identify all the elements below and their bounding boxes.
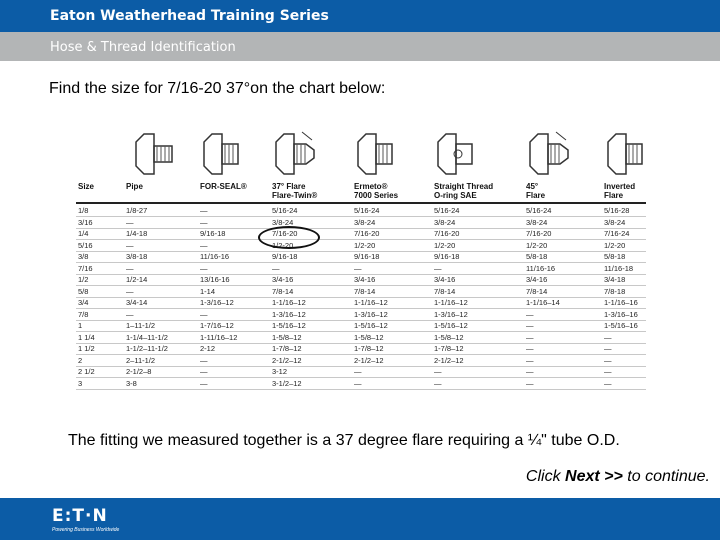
table-cell: —	[604, 355, 612, 365]
table-cell: 5/16-24	[354, 206, 380, 215]
col-header-37-flare: 37° Flare Flare-Twin®	[272, 182, 318, 200]
table-cell: 2-1/2–12	[434, 355, 464, 365]
table-cell: 1/2	[78, 275, 89, 284]
table-cell: —	[434, 367, 442, 376]
table-cell: 7/8-14	[526, 286, 548, 296]
inverted-flare-fitting-icon	[604, 128, 648, 180]
header-rule	[76, 202, 646, 204]
series-title: Eaton Weatherhead Training Series	[50, 8, 329, 24]
table-row	[76, 274, 646, 286]
table-cell: —	[200, 355, 208, 365]
table-cell: 7/8-18	[604, 286, 626, 296]
table-cell: —	[200, 367, 208, 376]
table-cell: —	[354, 378, 362, 388]
table-cell: —	[354, 263, 362, 273]
table-cell: 9/16-18	[354, 252, 380, 261]
table-cell: 3/4-16	[526, 275, 548, 284]
table-cell: 3-1/2–12	[272, 378, 302, 388]
o-ring-fitting-icon	[434, 128, 478, 180]
table-cell: 3/4-16	[272, 275, 294, 284]
for-seal-fitting-icon	[200, 128, 244, 180]
table-cell: 3	[78, 378, 83, 388]
eaton-logo: E:T·N	[52, 506, 108, 526]
table-row	[76, 378, 646, 390]
table-cell: 1-11/16–12	[200, 332, 238, 342]
table-cell: 5/16-24	[526, 206, 552, 215]
table-cell: 1-3/16–16	[604, 309, 638, 319]
explanation-text: The fitting we measured together is a 37 degree flare requiring a ¼" tube O.D.	[68, 432, 620, 449]
table-cell: —	[526, 309, 534, 319]
table-cell: 2–11-1/2	[126, 355, 156, 365]
col-header-45-flare: 45° Flare	[526, 182, 546, 200]
table-row	[76, 240, 646, 252]
table-cell: 3/4-14	[126, 298, 148, 307]
next-link[interactable]: Next >>	[565, 468, 623, 485]
table-cell: 1/2-20	[604, 240, 626, 250]
table-cell: 3-12	[272, 367, 288, 376]
table-cell: 1-1/16–12	[354, 298, 388, 307]
table-cell: 9/16-18	[434, 252, 460, 261]
table-cell: 7/16	[78, 263, 93, 273]
table-cell: 1	[78, 321, 83, 330]
thread-size-chart	[76, 120, 646, 418]
table-cell: 1-5/16–12	[434, 321, 468, 330]
col-header-o-ring: Straight Thread O-ring SAE	[434, 182, 494, 200]
table-cell: —	[604, 344, 612, 353]
table-cell: 1-5/16–12	[354, 321, 388, 330]
table-cell: 7/8-14	[434, 286, 456, 296]
table-cell: 1/8-27	[126, 206, 148, 215]
table-cell: 1-7/8–12	[434, 344, 464, 353]
table-cell: 1/2-14	[126, 275, 148, 284]
flare-45-fitting-icon	[526, 128, 570, 180]
table-cell: —	[126, 240, 134, 250]
table-cell: 2-12	[200, 344, 216, 353]
table-cell: 1-5/8–12	[272, 332, 302, 342]
col-header-size: Size	[78, 182, 95, 191]
col-header-pipe: Pipe	[126, 182, 143, 191]
table-cell: —	[604, 367, 612, 376]
table-cell: 1-14	[200, 286, 216, 296]
table-cell: 7/8	[78, 309, 89, 319]
table-cell: 7/16-20	[526, 229, 552, 238]
table-cell: 3/8-24	[354, 217, 376, 227]
table-cell: 3/8-24	[272, 217, 294, 227]
table-cell: 3/4-16	[354, 275, 376, 284]
ermeto-fitting-icon	[354, 128, 398, 180]
table-cell: —	[200, 217, 208, 227]
table-cell: 2-1/2–12	[272, 355, 302, 365]
col-header-ermeto: Ermeto® 7000 Series	[354, 182, 399, 200]
table-row	[76, 309, 646, 321]
fitting-illustrations	[76, 120, 646, 182]
table-cell: 1-7/8–12	[354, 344, 384, 353]
table-cell: 1-7/16–12	[200, 321, 234, 330]
table-row	[76, 286, 646, 298]
table-cell: 2 1/2	[78, 367, 95, 376]
table-cell: —	[200, 240, 208, 250]
table-row	[76, 366, 646, 378]
table-cell: 1-5/8–12	[434, 332, 464, 342]
continue-pre-text: Click	[525, 468, 566, 485]
tagline: Powering Business Worldwide	[52, 527, 120, 533]
table-cell: —	[526, 355, 534, 365]
table-row	[76, 251, 646, 263]
table-cell: 1-7/8–12	[272, 344, 302, 353]
footer-bar	[0, 498, 720, 540]
table-cell: —	[200, 206, 208, 215]
table-row	[76, 228, 646, 240]
table-cell: 1/4	[78, 229, 89, 238]
table-cell: 1-5/8–12	[354, 332, 384, 342]
table-cell: 1/2-20	[354, 240, 376, 250]
table-cell: —	[354, 367, 362, 376]
table-cell: 2-1/2–8	[126, 367, 152, 376]
title-bar	[0, 0, 720, 32]
table-cell: 1/2-20	[526, 240, 548, 250]
table-cell: 1-3/16–12	[354, 309, 388, 319]
table-cell: 1/2-20	[434, 240, 456, 250]
table-cell: 3/8-18	[126, 252, 148, 261]
instruction-text: Find the size for 7/16-20 37°on the chart below:	[49, 80, 386, 97]
table-cell: —	[200, 378, 208, 388]
table-cell: 11/16-16	[200, 252, 230, 261]
table-cell: 3/8-24	[434, 217, 456, 227]
table-cell: 1-1/2–11-1/2	[126, 344, 168, 353]
table-cell: 9/16-18	[272, 252, 298, 261]
table-cell: 1-1/16–16	[604, 298, 638, 307]
table-row	[76, 217, 646, 229]
table-cell: 7/8-14	[354, 286, 376, 296]
table-cell: 5/16-24	[272, 206, 298, 215]
table-cell: 5/16-28	[604, 206, 630, 215]
table-cell: 3/8-24	[604, 217, 626, 227]
table-cell: 1/2-20	[272, 240, 294, 250]
table-cell: 13/16-16	[200, 275, 230, 284]
continue-post-text: to continue.	[622, 468, 710, 485]
table-row	[76, 297, 646, 309]
table-row	[76, 263, 646, 275]
table-cell: —	[526, 344, 534, 353]
table-cell: —	[526, 378, 534, 388]
table-cell: 7/16-20	[434, 229, 460, 238]
table-cell: —	[200, 263, 208, 273]
table-cell: 7/16-20	[272, 229, 298, 238]
table-cell: 5/8-18	[526, 252, 548, 261]
table-cell: 2	[78, 355, 83, 365]
table-cell: 3/8	[78, 252, 89, 261]
table-cell: 7/16-20	[354, 229, 380, 238]
table-cell: —	[526, 332, 534, 342]
table-cell: 3/4	[78, 298, 89, 307]
table-cell: 2-1/2–12	[354, 355, 384, 365]
table-cell: 1-3/16–12	[272, 309, 306, 319]
col-header-inverted-flare: Inverted Flare	[604, 182, 636, 200]
table-cell: —	[526, 367, 534, 376]
table-cell: 3/16	[78, 217, 93, 227]
table-cell: 3/8-24	[526, 217, 548, 227]
table-cell: 1-5/16–16	[604, 321, 638, 330]
table-cell: 1-1/16–14	[526, 298, 560, 307]
table-cell: 3/4-18	[604, 275, 626, 284]
table-cell: —	[126, 263, 134, 273]
table-cell: 5/8-18	[604, 252, 626, 261]
section-title: Hose & Thread Identification	[50, 40, 236, 55]
continue-instruction	[526, 468, 710, 486]
table-cell: 3/4-16	[434, 275, 456, 284]
table-cell: —	[126, 286, 134, 296]
table-cell: —	[434, 378, 442, 388]
flare-37-fitting-icon	[272, 128, 316, 180]
highlight-circle	[258, 226, 320, 249]
table-cell: 9/16-18	[200, 229, 226, 238]
table-cell: —	[126, 309, 134, 319]
table-row	[76, 205, 646, 217]
table-cell: 7/16-24	[604, 229, 630, 238]
table-cell: 1-3/16–12	[200, 298, 234, 307]
table-cell: 1-3/16–12	[434, 309, 468, 319]
table-row	[76, 355, 646, 367]
table-cell: 1 1/4	[78, 332, 95, 342]
table-row	[76, 320, 646, 332]
table-cell: 11/16-16	[526, 263, 556, 273]
table-cell: 11/16-18	[604, 263, 634, 273]
table-cell: 5/8	[78, 286, 89, 296]
table-cell: 1-1/16–12	[434, 298, 468, 307]
table-cell: —	[434, 263, 442, 273]
table-row	[76, 343, 646, 355]
table-cell: 1-5/16–12	[272, 321, 306, 330]
table-cell: —	[126, 217, 134, 227]
table-cell: 7/8-14	[272, 286, 294, 296]
table-cell: 5/16	[78, 240, 93, 250]
table-cell: —	[200, 309, 208, 319]
table-cell: 1/8	[78, 206, 89, 215]
table-cell: 5/16-24	[434, 206, 460, 215]
section-bar	[0, 32, 720, 61]
table-cell: 3-8	[126, 378, 137, 388]
table-cell: 1-1/16–12	[272, 298, 306, 307]
table-cell: —	[272, 263, 280, 273]
table-cell: 1/4-18	[126, 229, 148, 238]
table-cell: —	[604, 332, 612, 342]
col-header-for-seal: FOR-SEAL®	[200, 182, 247, 191]
table-cell: 1 1/2	[78, 344, 95, 353]
table-cell: 1–11-1/2	[126, 321, 156, 330]
table-cell: —	[604, 378, 612, 388]
pipe-fitting-icon	[132, 128, 176, 180]
table-cell: —	[526, 321, 534, 330]
table-row	[76, 332, 646, 344]
table-cell: 1-1/4–11-1/2	[126, 332, 168, 342]
